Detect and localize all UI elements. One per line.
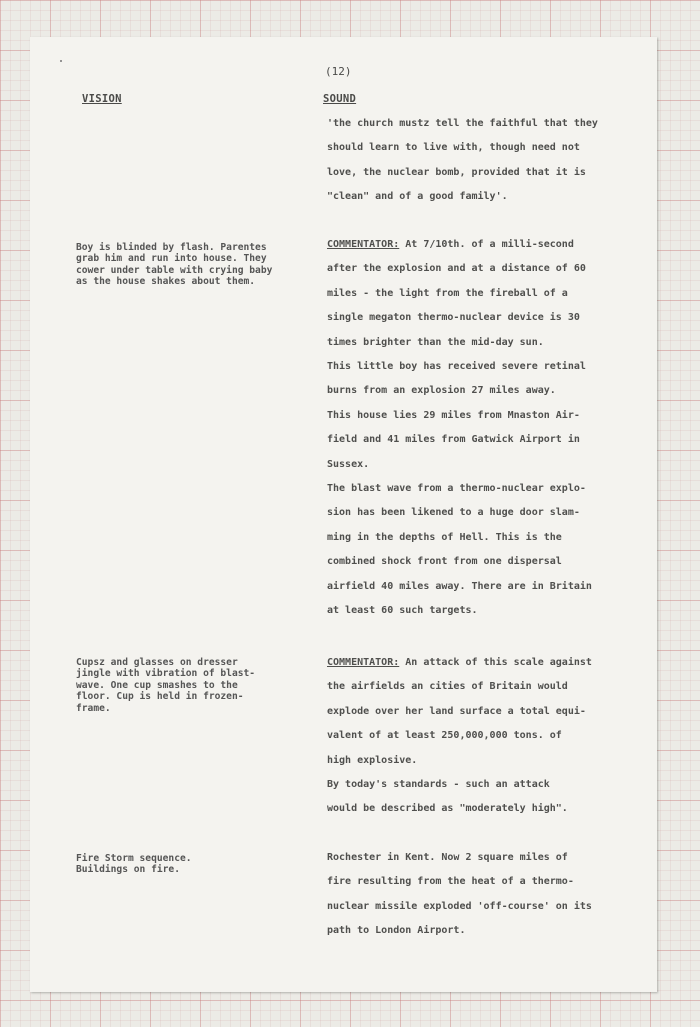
paper-mark [60,60,62,62]
sound-line: at least 60 such targets. [327,605,478,617]
sound-line: combined shock front from one dispersal [327,556,562,568]
sound-line: sion has been likened to a huge door slam- [327,507,580,519]
vision-block-1 [76,242,321,288]
sound-line: ming in the depths of Hell. This is the [327,531,562,543]
sound-line: Sussex. [327,458,370,470]
sound-line: "clean" and of a good family'. [327,191,508,203]
sound-line: Rochester in Kent. Now 2 square miles of [327,852,568,863]
sound-column-header: SOUND [323,93,357,105]
sound-line: single megaton thermo-nuclear device is 30 [327,312,580,324]
sound-line: explode over her land surface a total equi- [327,705,586,717]
sound-block-1 [327,112,647,210]
sound-line: path to London Airport. [327,925,466,937]
vision-line: as the house shakes about them. [76,276,256,288]
sound-line: airfield 40 miles away. There are in Britain [327,580,592,592]
vision-column-header: VISION [82,93,122,105]
sound-line: COMMENTATOR: An attack of this scale against [327,657,592,668]
commentator-label: COMMENTATOR: [327,239,400,250]
commentator-label: COMMENTATOR: [327,657,400,668]
sound-line: times brighter than the mid-day sun. [327,336,544,348]
vision-line: Cupsz and glasses on dresser [76,657,238,668]
vision-line: Buildings on fire. [76,864,180,876]
vision-block-3 [76,853,321,876]
sound-line: 'the church mustz tell the faithful that they [327,118,598,129]
sound-block-2 [327,233,647,624]
vision-line: grab him and run into house. They [76,253,267,265]
vision-line: frame. [76,702,111,714]
sound-line: field and 41 miles from Gatwick Airport in [327,434,580,446]
sound-line: miles - the light from the fireball of a [327,287,568,299]
vision-line: floor. Cup is held in frozen- [76,691,244,703]
vision-line: wave. One cup smashes to the [76,679,238,691]
sound-line: burns from an explosion 27 miles away. [327,385,556,397]
sound-block-3 [327,651,647,822]
vision-line: jingle with vibration of blast- [76,668,256,680]
sound-line: COMMENTATOR: At 7/10th. of a milli-second [327,239,574,250]
vision-block-2 [76,657,321,714]
vision-line: cower under table with crying baby [76,264,273,276]
sound-line: after the explosion and at a distance of 60 [327,263,586,275]
sound-line: This house lies 29 miles from Mnaston Air- [327,409,580,421]
sound-line: nuclear missile exploded 'off-course' on its [327,900,592,912]
vision-line: Fire Storm sequence. [76,853,192,864]
sound-block-4 [327,846,647,944]
sound-line: high explosive. [327,754,418,766]
page-number: (12) [325,65,352,78]
sound-line: valent of at least 250,000,000 tons. of [327,730,562,742]
sound-line: the airfields an cities of Britain would [327,681,568,693]
sound-line: should learn to live with, though need not [327,142,580,154]
sound-line: fire resulting from the heat of a thermo- [327,876,574,888]
sound-line: would be described as "moderately high". [327,803,568,815]
sound-line: love, the nuclear bomb, provided that it is [327,166,586,178]
vision-line: Boy is blinded by flash. Parentes [76,242,267,253]
sound-line: By today's standards - such an attack [327,779,550,791]
sound-line: The blast wave from a thermo-nuclear explo- [327,483,586,495]
sound-line: This little boy has received severe retinal [327,361,586,373]
